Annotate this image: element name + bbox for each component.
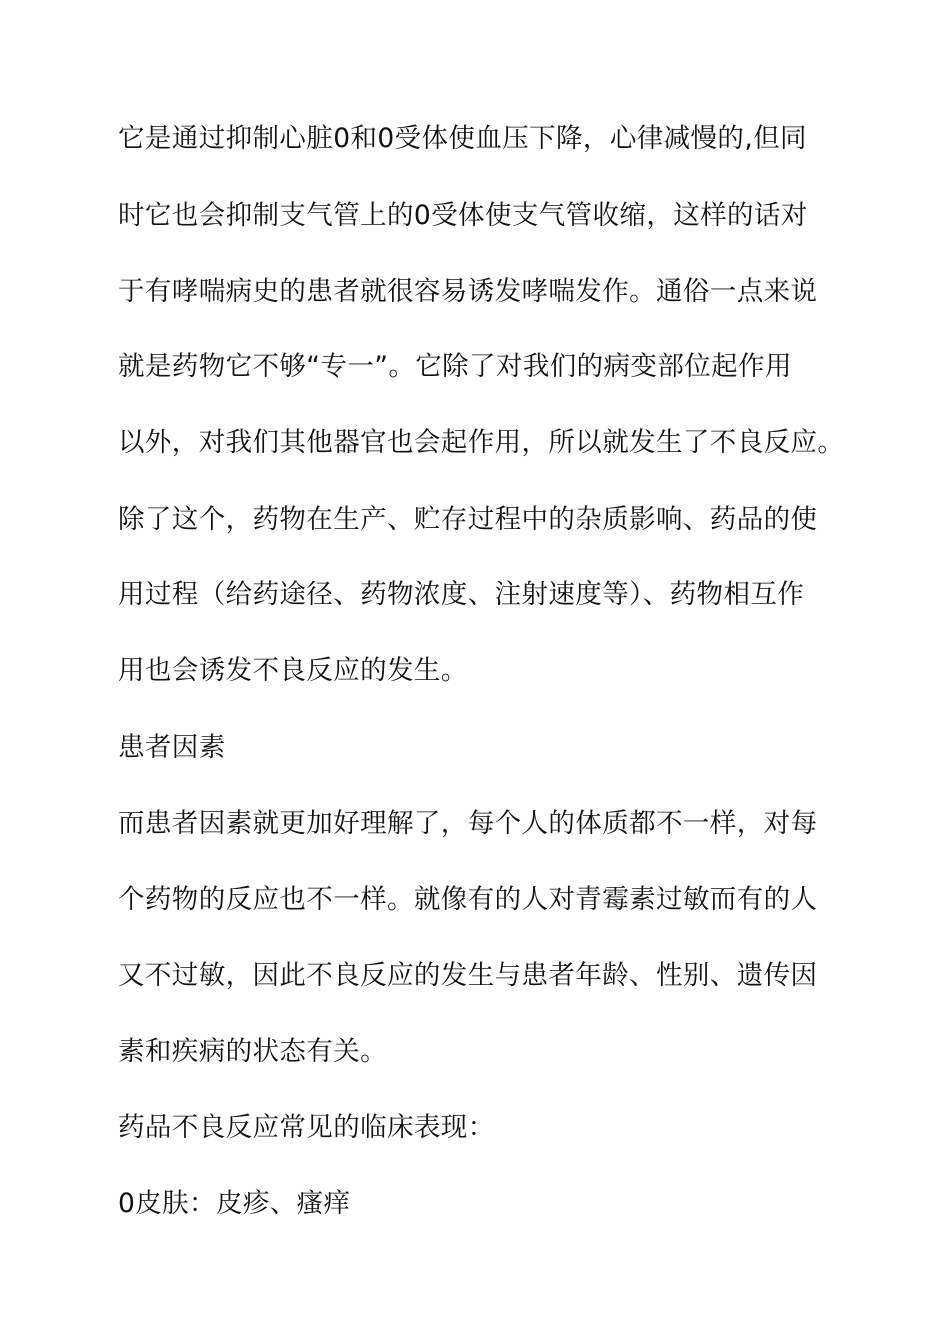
paragraph-line: 它是通过抑制心脏0和0受体使血压下降，心律减慢的,但同 [118,123,807,154]
paragraph-line: 个药物的反应也不一样。就像有的人对青霉素过敏而有的人 [118,884,818,915]
paragraph-line: 以外，对我们其他器官也会起作用，所以就发生了不良反应。 [118,427,845,458]
paragraph-line: 用过程（给药途径、药物浓度、注射速度等）、药物相互作 [118,579,805,610]
paragraph-line: 用也会诱发不良反应的发生。 [118,655,468,686]
paragraph-line: 而患者因素就更加好理解了，每个人的体质都不一样，对每 [118,808,818,839]
paragraph-line: 于有哮喘病史的患者就很容易诱发哮喘发作。通俗一点来说 [118,276,818,307]
section-heading: 药品不良反应常见的临床表现： [118,1112,495,1143]
paragraph-line: 就是药物它不够“专一”。它除了对我们的病变部位起作用 [118,351,792,382]
paragraph-line: 又不过敏，因此不良反应的发生与患者年龄、性别、遗传因 [118,960,818,991]
paragraph-line: 除了这个，药物在生产、贮存过程中的杂质影响、药品的使 [118,504,818,535]
section-heading: 患者因素 [118,732,226,763]
paragraph-line: 时它也会抑制支气管上的0受体使支气管收缩，这样的话对 [118,200,808,231]
list-item: 0皮肤：皮疹、瘙痒 [118,1188,351,1219]
paragraph-line: 素和疾病的状态有关。 [118,1036,387,1067]
